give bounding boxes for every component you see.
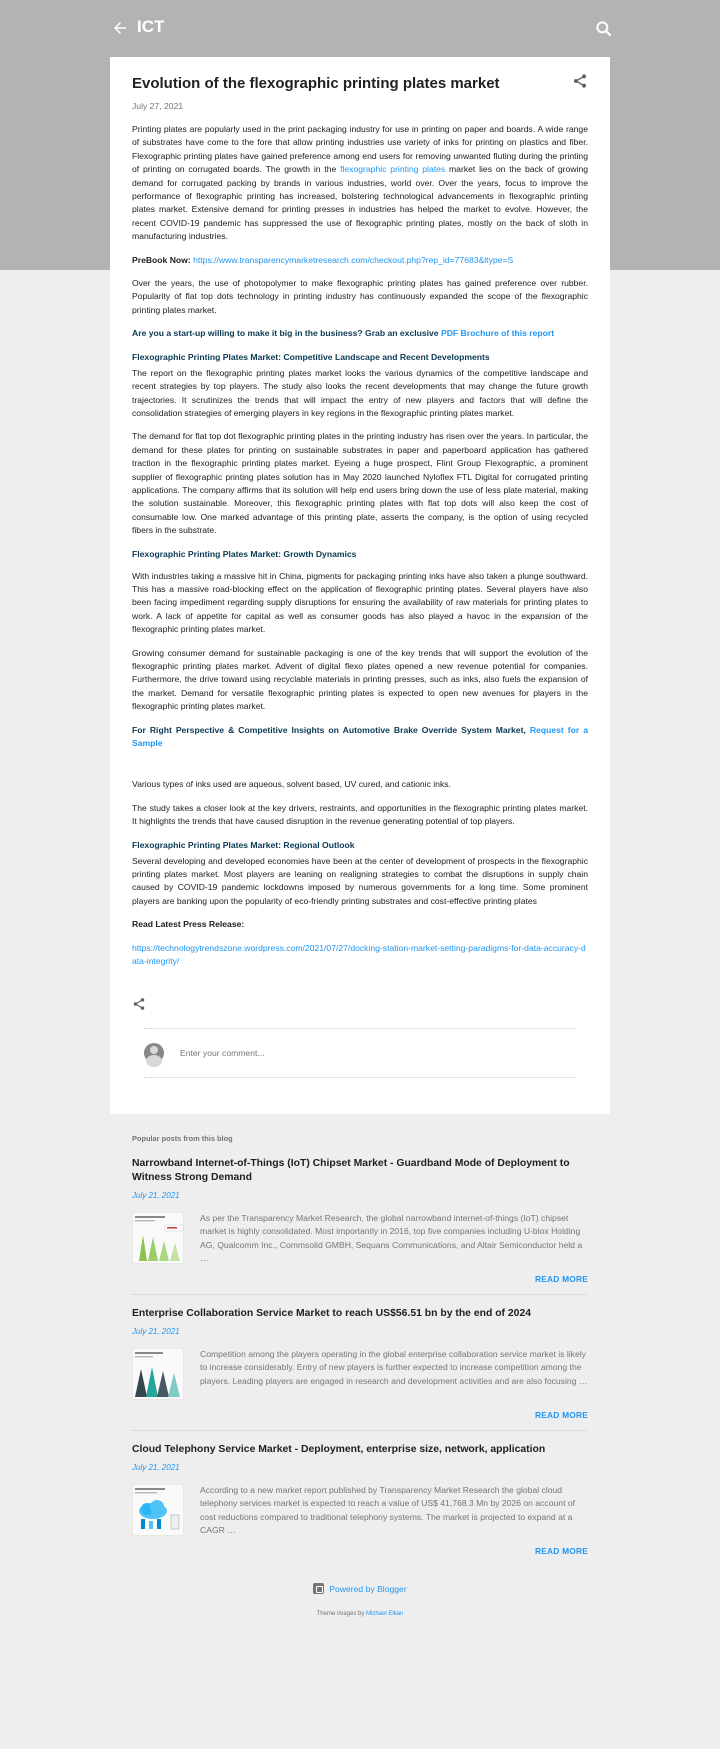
paragraph-text: market lies on the back of growing demand for corrugated packing by brands in various industries, world over. Over the years, focus to improve the performance of flexographic printing has increased, bolstering technological advancements in flexographic printing plates market. Extensive demand for printing presses in industries has helped the market to evolve. However, the recent COVID-19 pandemic has suppressed the use of flexographic printing plates, mostly on the back of sloth in manufacturing industries. — [132, 164, 589, 242]
section-heading-growth: Flexographic Printing Plates Market: Growth Dynamics — [132, 548, 357, 559]
theme-prefix: Theme images by — [316, 1611, 366, 1617]
startup-line — [132, 327, 588, 340]
paragraph-competitive: The report on the flexographic printing plates market looks the various dynamics of the competitive landscape and recent strategies by top players. The study also looks the recent developments that may change the future growth trajectories. It scrutinizes the trends that will impact the entry of new players and factors that will define the consolidation strategies of emerging players in key regions in the flexographic printing plates market. — [132, 367, 588, 418]
section-heading-competitive: Flexographic Printing Plates Market: Competitive Landscape and Recent Developments — [132, 351, 490, 362]
popular-heading: Popular posts from this blog — [132, 1134, 233, 1143]
paragraph-intro — [132, 123, 588, 244]
post-thumbnail[interactable] — [132, 1484, 184, 1536]
popular-post — [132, 1307, 588, 1431]
popular-post-snippet: Competition among the players operating in the global enterprise collaboration service market is likely to increase considerably. Entry of new players is further expected to increase competition among the players. Leading players are engaged in research and development activities and are also focusing … — [200, 1349, 588, 1386]
post-thumbnail[interactable] — [132, 1212, 184, 1264]
post-thumbnail[interactable] — [132, 1348, 184, 1400]
footer — [0, 1581, 720, 1617]
prebook-line — [132, 254, 588, 267]
read-more-link[interactable]: READ MORE — [535, 1410, 588, 1420]
post-body — [132, 123, 588, 969]
paragraph-text: Printing plates are popularly used in the print packaging industry for use in printing on paper and boards. A wide range of substrates have come to the fore that allow printing industries use variety of inks for printing on plastics and fiber. Flexographic printing plates have gained preference among end users for removing unwanted fluting during the printing of printing on corrugated boards. The growth in the — [132, 124, 588, 175]
post-title: Evolution of the flexographic printing plates market — [132, 75, 500, 92]
top-bar — [0, 0, 720, 56]
brochure-link[interactable]: PDF Brochure of this report — [440, 328, 555, 339]
comment-box — [144, 1043, 576, 1063]
post-card — [110, 57, 610, 1114]
read-latest-label: Read Latest Press Release: — [132, 919, 245, 930]
popular-post-title[interactable]: Cloud Telephony Service Market - Deployment, enterprise size, network, application — [132, 1444, 546, 1455]
paragraph-industries: With industries taking a massive hit in China, pigments for packaging printing inks have also taken a plunge southward. This has a massive road-blocking effect on the application of flexographic printing plates. Several players have also been facing impediment regarding supply disruptions for ensuring the availability of raw materials for printing plates to work. A lack of appetite for capital as well as consumer goods has also played a havoc in the expansion of the flexographic printing plates market. — [132, 570, 588, 635]
flexographic-link[interactable]: flexographic printing plates — [340, 164, 446, 175]
share-icon[interactable] — [132, 997, 146, 1011]
press-link-line — [132, 942, 588, 969]
press-release-link[interactable]: https://technologytrendszone.wordpress.com/2021/07/27/docking-station-market-setting-paradigms-for-data-accuracy-data-integrity/ — [132, 942, 586, 967]
share-icon[interactable] — [572, 73, 588, 89]
popular-post-title[interactable]: Narrowband Internet-of-Things (IoT) Chipset Market - Guardband Mode of Deployment to Witness Strong Demand — [132, 1158, 570, 1183]
theme-author-link[interactable]: Michael Elkan — [366, 1611, 404, 1617]
popular-post-snippet: According to a new market report published by Transparency Market Research the global cloud telephony services market is expected to reach a value of US$ 41,768.3 Mn by 2026 on account of cost reductions compared to traditional telephony systems. The market is projected to expand at a CAGR … — [200, 1485, 576, 1536]
powered-label: Powered by Blogger — [329, 1583, 407, 1594]
read-more-link[interactable]: READ MORE — [535, 1274, 588, 1284]
section-heading-regional: Flexographic Printing Plates Market: Regional Outlook — [132, 839, 355, 850]
divider — [144, 1077, 576, 1078]
paragraph-demand: The demand for flat top dot flexographic printing plates in the printing industry has risen over the years. In particular, the demand for these plates for printing on sustainable substrates in paper and paperboard application has gathered traction in the flexographic printing plates market. Eyeing a huge prospect, Flint Group Flexographic, a prominent supplier of flexographic printing plates solution has in May 2020 launched Nyloflex FTL Digital for corrugated printing applications. The company affirms that its solution will help end users bring down the use of less plate material, making the solution sustainable. Moreover, this flexographic printing plates with flat top dots will also keep the cost of consumable low. One marked advantage of this printing plate, asserts the company, is the option of using recycled fibers in the substrate. — [132, 431, 588, 536]
theme-credit — [0, 1611, 720, 1617]
prebook-label: PreBook Now: — [132, 254, 191, 265]
avatar — [144, 1043, 164, 1063]
comment-input[interactable] — [180, 1048, 560, 1058]
startup-text: Are you a start-up willing to make it big in the business? Grab an exclusive — [132, 328, 441, 339]
perspective-line — [132, 724, 588, 751]
paragraph-inks: Various types of inks used are aqueous, solvent based, UV cured, and cationic inks. — [132, 779, 451, 790]
prebook-link[interactable]: https://www.transparencymarketresearch.com/checkout.php?rep_id=77683&ltype=S — [193, 254, 514, 265]
paragraph-consumer: Growing consumer demand for sustainable packaging is one of the key trends that will support the evolution of the flexographic printing plates market. Advent of digital flexo plates opened a new revenue potential for companies. Furthermore, the drive toward using recyclable materials in printing presses, such as inks, also fuels the expansion of the market. Demand for versatile flexographic printing plates is expected to open new avenues for players in the flexographic printing plates market. — [132, 647, 588, 712]
popular-post-title[interactable]: Enterprise Collaboration Service Market to reach US$56.51 bn by the end of 2024 — [132, 1308, 532, 1319]
paragraph-photopolymer: Over the years, the use of photopolymer to make flexographic printing plates has gained preference over rubber. Popularity of flat top dots technology in printing industry has continuously expanded the scope of the flexographic printing plates market. — [132, 278, 588, 315]
popular-post-date: July 21, 2021 — [132, 1191, 180, 1200]
popular-post — [132, 1157, 588, 1295]
perspective-text: For Right Perspective & Competitive Insights on Automotive Brake Override System Market, — [132, 724, 530, 735]
popular-post-date: July 21, 2021 — [132, 1463, 180, 1472]
search-icon[interactable] — [594, 19, 614, 39]
popular-post — [132, 1443, 588, 1566]
back-arrow-icon[interactable] — [110, 19, 130, 37]
read-more-link[interactable]: READ MORE — [535, 1546, 588, 1556]
popular-post-date: July 21, 2021 — [132, 1327, 180, 1336]
post-date: July 27, 2021 — [132, 101, 184, 111]
sample-link[interactable]: Request for a Sample — [132, 724, 588, 749]
paragraph-regional: Several developing and developed economies have been at the center of development of prospects in the flexographic printing plates market. Most players are leaning on realigning strategies to combat the disruptions in supply chain caused by COVID-19 pandemic lockdowns imposed by numerous governments for a long time. Some prominent players are banking upon the popularity of eco-friendly printing substrates and cost-effective printing plates — [132, 855, 588, 906]
popular-posts — [132, 1134, 588, 1578]
divider — [144, 1028, 576, 1029]
powered-by-blogger-link[interactable] — [313, 1583, 406, 1594]
popular-post-snippet: As per the Transparency Market Research, the global narrowband internet-of-things (IoT) chipset market is highly consolidated. Most importantly in 2016, top five companies including U-blox Holding AG, Qualcomm Inc., Commsolid GMBH, Sequans Communications, and Altair Semiconductor held a … — [200, 1213, 583, 1264]
paragraph-study: The study takes a closer look at the key drivers, restraints, and opportunities in the flexographic printing plates market. It highlights the trends that have caused disruption in the revenue generating potential of top players. — [132, 802, 588, 827]
blogger-icon — [313, 1583, 324, 1594]
blog-title[interactable]: ICT — [137, 17, 165, 36]
